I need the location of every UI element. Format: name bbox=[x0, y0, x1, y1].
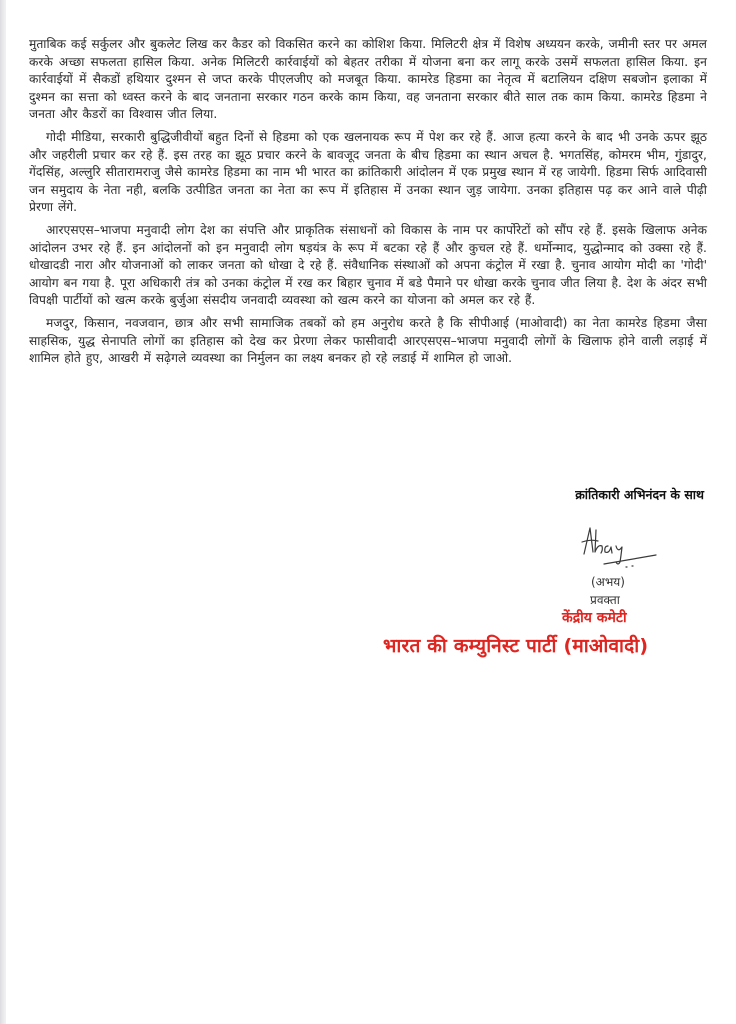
paragraph-rss-bjp-critique: आरएसएस–भाजपा मनुवादी लोग देश का संपत्ति और प्राकृतिक संसाधनों को विकास के नाम पर कार्पोरेटों को सौंप रहे हैं. इसके खिलाफ अनेक आंदोलन उभर रहे हैं. इन आंदोलनों को इन मनुवादी लोग षड़यंत्र के रूप में बटका रहे हैं और कुचल रहे हैं. धर्मोन्माद, युद्धोन्माद को उक्सा रहे हैं. धोखादडी नारा और योजनाओं को लाकर जनता को धोखा दे रहे हैं. संवैधानिक संस्थाओं को अपना कंट्रोल में रखा है. चुनाव आयोग मोदी का 'गोदी' आयोग बन गया है. पूरा अधिकारी तंत्र को उनका कंट्रोल में रख कर बिहार चुनाव में बडे पैमाने पर धोखा करके चुनाव जीत लिया है. देश के अंदर सभी विपक्षी पार्टीयों को खत्म करके बुर्जुआ संसदीय जनवादी व्यवस्था को खत्म करने का योजना को अमल कर रहे हैं. bbox=[29, 222, 707, 308]
signer-name: (अभय) bbox=[591, 575, 625, 589]
page-left-edge-strip bbox=[0, 0, 6, 1024]
party-name: भारत की कम्युनिस्ट पार्टी (माओवादी) bbox=[383, 635, 649, 657]
paragraph-leadership-achievements: मुताबिक कई सर्कुलर और बुकलेट लिख कर कैडर को विकसित करने का कोशिश किया. मिलिटरी क्षेत्र में विशेष अध्ययन करके, जमीनी स्तर पर अमल करके अच्छा सफलता हासिल किया. अनेक मिलिटरी कार्रवाईयों को बेहतर तरीका में योजना बना कर लागू करके उसमें सफलता हासिल किया. इन कार्रवाईयों में सैकडों हथियार दुश्मन से जप्त करके पीएलजीए को मजबूत किया. कामरेड हिडमा का नेतृत्व में बटालियन दक्षिण सबजोन इलाका में दुश्मन का सत्ता को ध्वस्त करने के बाद जनताना सरकार गठन करके काम किया, वह जनताना सरकार बीते साल तक काम किया. कामरेड हिडमा ने जनता और कैडरों का विश्वास जीत लिया. bbox=[29, 37, 707, 122]
document-body bbox=[29, 36, 707, 373]
committee-name: केंद्रीय कमेटी bbox=[562, 610, 627, 626]
paragraph-media-propaganda: गोदी मीडिया, सरकारी बुद्धिजीवीयों बहुत दिनों से हिडमा को एक खलनायक रूप में पेश कर रहे हैं. आज हत्या करने के बाद भी उनके ऊपर झूठ और जहरीली प्रचार कर रहे हैं. इस तरह का झूठ प्रचार करने के बावजूद जनता के बीच हिडमा का स्थान अचल है. भगतसिंह, कोमरम भीम, गुंडादुर, गेंदसिंह, अल्लुरि सीतारामराजु जैसे कामरेड हिडमा का नाम भी भारत का क्रांतिकारी आंदोलन में एक प्रमुख स्थान में रह जायेगी. हिडमा सिर्फ आदिवासी जन समुदाय के नेता नही, बलकि उत्पीडित जनता का नेता का रूप में इतिहास में उनका स्थान जुड़ जायेगा. उनका इतिहास पढ़ कर आने वाले पीढ़ी प्रेरणा लेंगे. bbox=[29, 129, 707, 215]
paragraph-call-to-action: मजदुर, किसान, नवजवान, छात्र और सभी सामाजिक तबकों को हम अनुरोध करते है कि सीपीआई (माओवादी) का नेता कामरेड हिडमा जैसा साहसिक, युद्ध सेनापति लोगों का इतिहास को देख कर प्रेरणा लेकर फासीवादी आरएसएस–भाजपा मनुवादी लोगों के खिलाफ होने वाली लड़ाई में शामिल होते हुए, आखरी में सढ़ेगले व्यवस्था का निर्मुलन का लक्ष्य बनकर हो रहे लडाई में शामिल हो जाओ. bbox=[29, 315, 707, 366]
signer-role: प्रवक्ता bbox=[590, 593, 620, 607]
handwritten-signature bbox=[576, 522, 666, 572]
closing-salutation: क्रांतिकारी अभिनंदन के साथ bbox=[575, 487, 704, 502]
